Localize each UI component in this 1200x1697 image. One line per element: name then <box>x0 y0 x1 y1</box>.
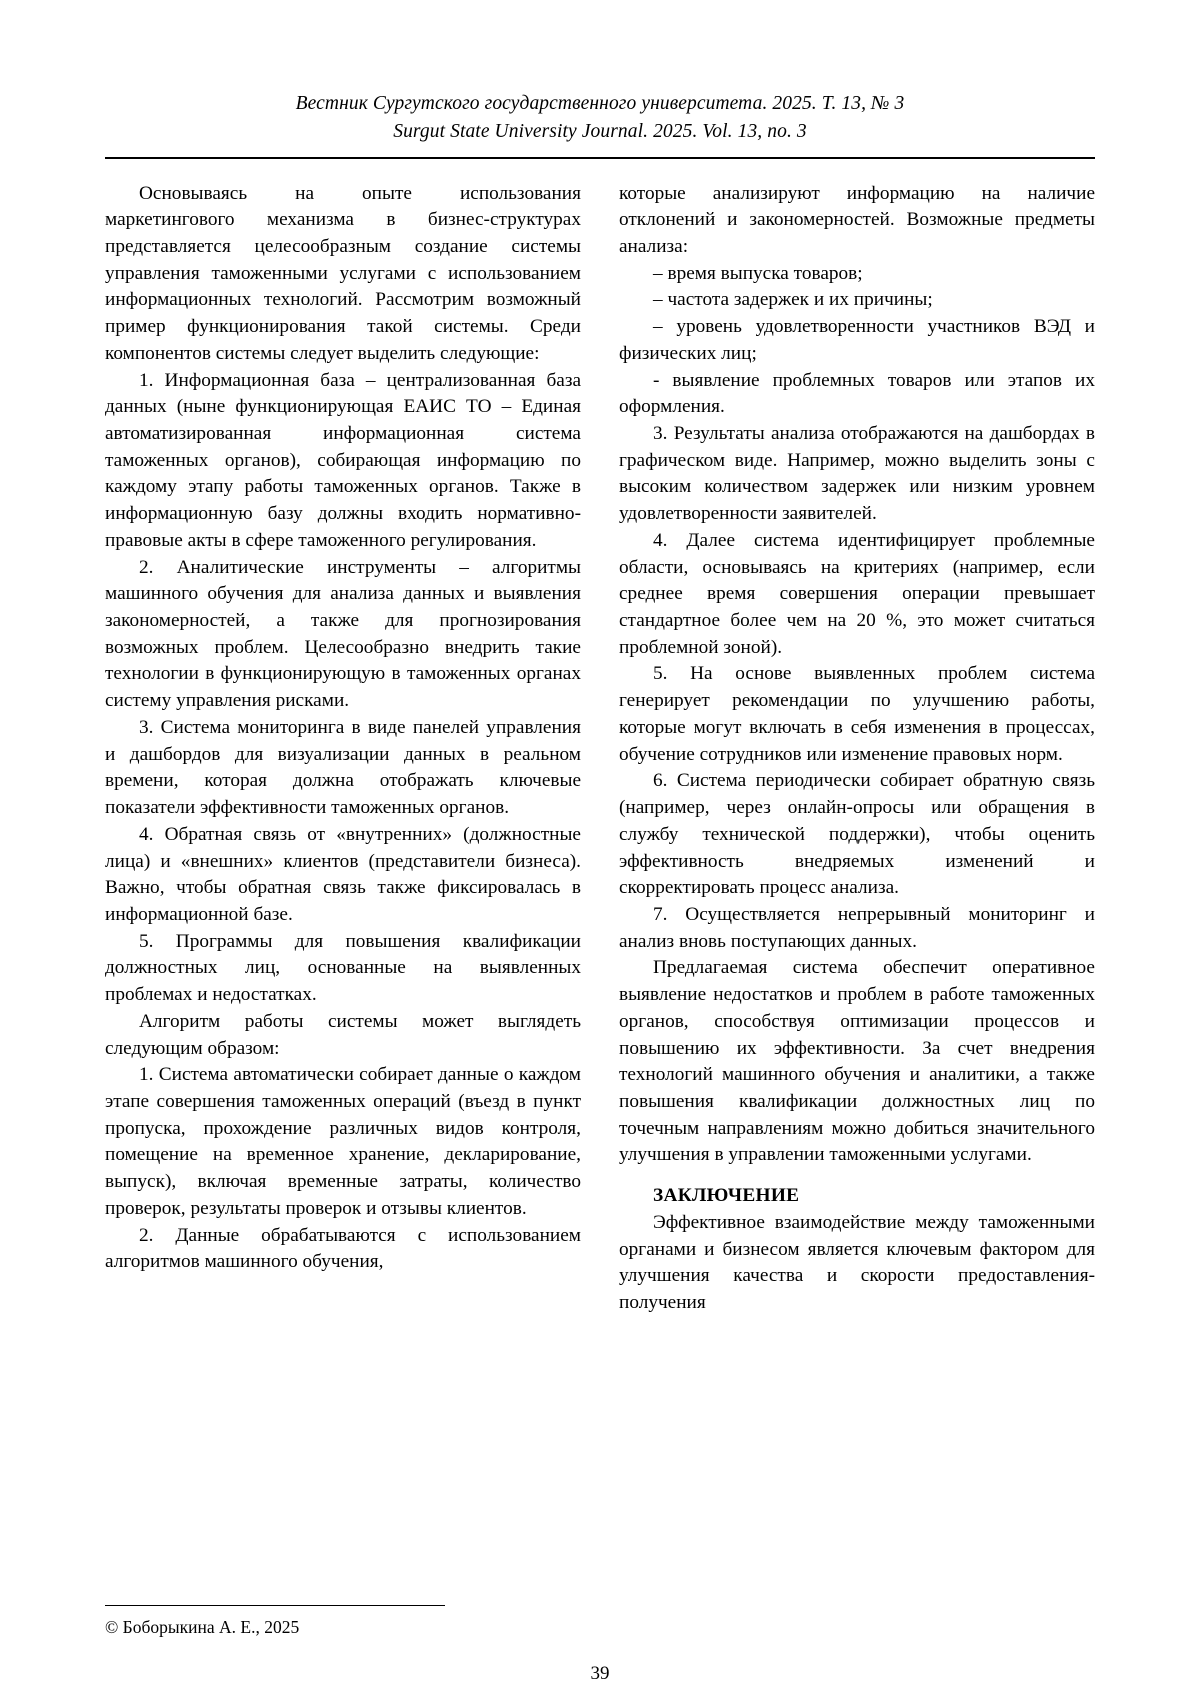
paragraph: 5. Программы для повышения квалификации должностных лиц, основанные на выявленных проблемах и недостатках. <box>105 930 581 1006</box>
paragraph: 5. На основе выявленных проблем система генерирует рекомендации по улучшению работы, которые могут включать в себя изменения в процессах, обучение сотрудников или изменение правовых норм. <box>619 663 1095 765</box>
paragraph: Основываясь на опыте использования маркетингового механизма в бизнес-структурах представляется целесообразным создание системы управления таможенными услугами с использованием информационных технологий. Рассмотрим возможный пример функционирования такой системы. Среди компонентов системы следует выделить следующие: <box>105 182 581 364</box>
paragraph-continuation: которые анализируют информацию на наличие отклонений и закономерностей. Возможные предметы анализа: <box>619 182 1095 257</box>
paragraph: 4. Обратная связь от «внутренних» (должностные лица) и «внешних» клиентов (представители бизнеса). Важно, чтобы обратная связь также фиксировалась в информационной базе. <box>105 823 581 925</box>
paragraph: 4. Далее система идентифицирует проблемные области, основываясь на критериях (например, если среднее время совершения операции превышает стандартное более чем на 20 %, это может считаться проблемной зоной). <box>619 529 1095 658</box>
list-item: - выявление проблемных товаров или этапов их оформления. <box>619 369 1095 418</box>
paragraph: Эффективное взаимодействие между таможенными органами и бизнесом является ключевым фактором для улучшения качества и скорости предоставления-получения <box>619 1211 1095 1313</box>
list-item: – время выпуска товаров; <box>653 262 863 284</box>
paragraph: 3. Система мониторинга в виде панелей управления и дашбордов для визуализации данных в реальном времени, которая должна отображать ключевые показатели эффективности таможенных органов. <box>105 716 581 819</box>
header-line-en: Surgut State University Journal. 2025. Vol. 13, no. 3 <box>393 121 807 143</box>
paragraph: 3. Результаты анализа отображаются на дашбордах в графическом виде. Например, можно выделить зоны с высоким количеством задержек или низким уровнем удовлетворенности заявителей. <box>619 423 1095 525</box>
paragraph: 1. Информационная база – централизованная база данных (ныне функционирующая ЕАИС ТО – Единая автоматизированная информационная система таможенных органов), собирающая информацию по каждому этапу работы таможенных органов. Также в информационную базу должны входить нормативно-правовые акты в сфере таможенного регулирования. <box>105 369 581 551</box>
paragraph: 1. Система автоматически собирает данные о каждом этапе совершения таможенных операций (въезд в пункт пропуска, прохождение различных видов контроля, помещение на временное хранение, декларирование, выпуск), включая временные затраты, количество проверок, результаты проверок и отзывы клиентов. <box>105 1064 581 1219</box>
list-item: – частота задержек и их причины; <box>653 289 933 311</box>
section-heading: ЗАКЛЮЧЕНИЕ <box>653 1185 800 1207</box>
header-divider <box>105 157 1095 159</box>
paragraph: Алгоритм работы системы может выглядеть следующим образом: <box>105 1010 581 1059</box>
two-column-body <box>105 181 1095 1317</box>
page-footer <box>105 1605 1095 1639</box>
header-line-ru: Вестник Сургутского государственного университета. 2025. Т. 13, № 3 <box>295 93 905 114</box>
paragraph: Предлагаемая система обеспечит оперативное выявление недостатков и проблем в работе таможенных органов, способствуя оптимизации процессов и повышению их эффективности. За счет внедрения технологий машинного обучения и аналитики, а также повышения квалификации должностных лиц по точечным направлениям можно добиться значительного улучшения в управлении таможенными услугами. <box>619 957 1095 1166</box>
paragraph: 6. Система периодически собирает обратную связь (например, через онлайн-опросы или обращения в службу технической поддержки), чтобы оценить эффективность внедряемых изменений и скорректировать процесс анализа. <box>619 770 1095 899</box>
right-column <box>619 181 1095 1317</box>
page-number: 39 <box>590 1663 610 1684</box>
footnote-divider <box>105 1605 445 1606</box>
paragraph: 7. Осуществляется непрерывный мониторинг и анализ вновь поступающих данных. <box>619 903 1095 952</box>
running-header <box>105 90 1095 147</box>
paragraph: 2. Данные обрабатываются с использованием алгоритмов машинного обучения, <box>105 1224 581 1273</box>
left-column <box>105 181 581 1317</box>
copyright-notice: © Боборыкина А. Е., 2025 <box>105 1617 300 1638</box>
list-item: – уровень удовлетворенности участников ВЭД и физических лиц; <box>619 316 1095 364</box>
paragraph: 2. Аналитические инструменты – алгоритмы машинного обучения для анализа данных и выявления закономерностей, а также для прогнозирования возможных проблем. Целесообразно внедрить такие технологии в функционирующую в таможенных органах систему управления рисками. <box>105 556 581 712</box>
